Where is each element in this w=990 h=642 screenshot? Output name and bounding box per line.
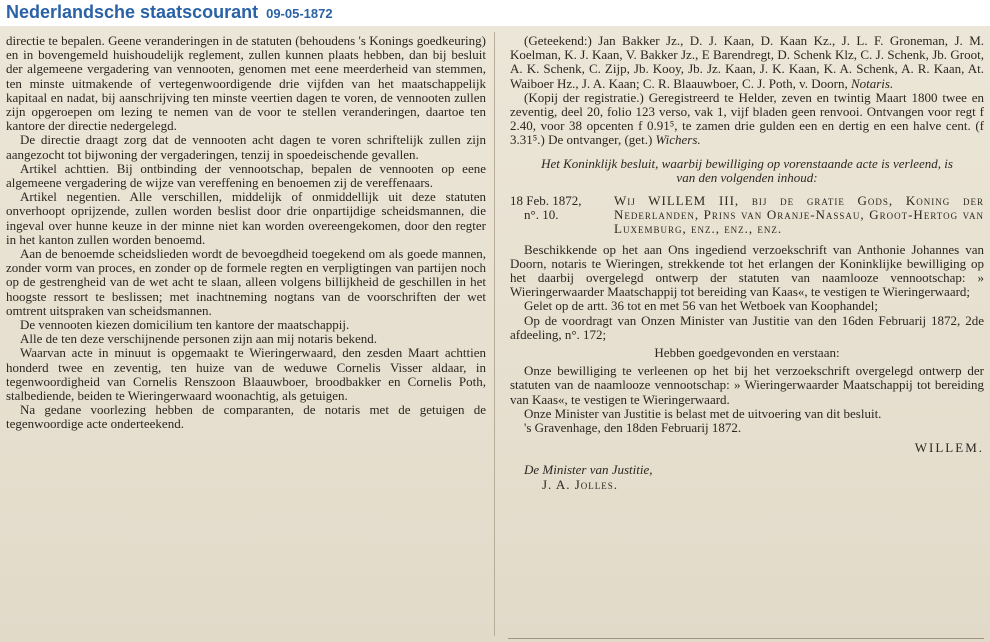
registration-paragraph bbox=[510, 91, 984, 148]
minister-name: J. A. Jolles. bbox=[542, 476, 619, 492]
paragraph: Gelet op de artt. 36 tot en met 56 van het Wetboek van Koophandel; bbox=[524, 298, 878, 314]
paragraph: Aan de benoemde scheidslieden wordt de bevoegdheid toegekend om als goede mannen, zonder vorm van proces, en zonder op de formele regten en verpligtingen van partijen noch op de gestrengheid van de wet acht te slaan, alleen volgens billijkheid de geschillen in het hoogste ressort te beslissen; met inachtneming nogtans van de voorschriften der wet omtrent uitspraken van scheidsmannen. bbox=[6, 246, 486, 318]
paragraph: 's Gravenhage, den 18den Februarij 1872. bbox=[524, 420, 742, 436]
paragraph: Na gedane voorlezing hebben de comparanten, de notaris met de getuigen de tegenwoordige acte onderteekend. bbox=[6, 402, 486, 432]
minister-title: De Minister van Justitie, bbox=[524, 462, 653, 478]
page-header bbox=[0, 0, 990, 26]
paragraph: Hebben goedgevonden en verstaan: bbox=[654, 345, 840, 361]
column-divider bbox=[494, 32, 495, 636]
notaris-label: Notaris. bbox=[850, 75, 894, 91]
paragraph: De directie draagt zorg dat de vennooten acht dagen te voren schriftelijk zullen zijn aangezocht tot bijwoning der vergaderingen, tenzij in spoedeischende gevallen. bbox=[6, 132, 486, 162]
decree-number: n°. 10. bbox=[524, 207, 559, 223]
paragraph: Onze Minister van Justitie is belast met de uitvoering van dit besluit. bbox=[524, 405, 882, 421]
paragraph: Artikel negentien. Alle verschillen, middelijk of onmiddellijk uit deze statuten onverhoopt oprijzende, zullen worden beslist door drie onpartijdige scheidsmannen, die ingeval over hunne keuze in der minne niet kan worden overeengekomen, door den regter in het kanton zullen worden benoemd. bbox=[6, 189, 486, 247]
newspaper-scan bbox=[0, 26, 990, 642]
paragraph: Onze bewilliging te verleenen op het bij het verzoekschrift overgelegd ontwerp der statuten van de naamlooze vennootschap: » Wieringerwaarder Maatschappij tot bereiding van Kaas«, te vestigen te Wieringerwaard. bbox=[510, 363, 984, 407]
registration-text: (Kopij der registratie.) Geregistreerd te Helder, zeven en twintig Maart 1800 twee en zeventig, deel 20, folio 123 verso, vak 1, vijf bladen geen renvooi. Ontvangen voor regt f 2.40, voor 38 opcenten f 0.91⁵, te zamen drie gulden een en dertig en een halve cent. (f 3.31⁵.) De ontvanger, (get.) bbox=[510, 89, 984, 148]
right-column bbox=[510, 34, 984, 492]
royal-decree-heading: Het Koninklijk besluit, waarbij bewilliging op vorenstaande acte is verleend, is van den volgenden inhoud: bbox=[541, 155, 953, 185]
royal-signature: WILLEM. bbox=[914, 440, 984, 456]
issue-date: 09-05-1872 bbox=[266, 6, 333, 21]
decree-ref bbox=[510, 194, 602, 237]
decree-title: Wij WILLEM III, bij de gratie Gods, Koning der Nederlanden, Prins van Oranje-Nassau, Groot-Hertog van Luxemburg, enz., enz., enz. bbox=[614, 193, 984, 237]
paragraph: Op de voordragt van Onzen Minister van Justitie van den 16den Februarij 1872, 2de afdeeling, n°. 172; bbox=[510, 312, 984, 342]
registration-receiver: Wichers. bbox=[655, 132, 701, 148]
decree-date: 18 Feb. 1872, bbox=[510, 193, 582, 209]
paragraph: Beschikkende op het aan Ons ingediend verzoekschrift van Anthonie Johannes van Doorn, notaris te Wieringen, strekkende tot het erlangen der Koninklijke bewilliging op het daarbij overgelegd ontwerp der statuten van naamlooze vennootschap: » Wieringerwaarder Maatschappij tot bereiding van Kaas«, te vestigen te Wieringerwaard; bbox=[510, 241, 984, 300]
bottom-rule bbox=[508, 638, 984, 639]
left-column bbox=[6, 34, 486, 432]
paragraph: Alle de ten deze verschijnende personen zijn aan mij notaris bekend. bbox=[20, 331, 378, 347]
signatories bbox=[510, 34, 984, 91]
decree-header bbox=[510, 194, 984, 237]
paragraph: De vennooten kiezen domicilium ten kantore der maatschappij. bbox=[20, 317, 350, 333]
signatories-text: (Geteekend:) Jan Bakker Jz., D. J. Kaan, D. Kaan Kz., J. L. F. Groneman, J. M. Koelman, K. J. Kaan, V. Bakker Jz., E Barendregt, D. Schenk Klz, C. J. Schenk, Jb. Groot, A. K. Schenk, C. Zijp, Jb. Kooy, Jb. Jz. Kaan, J. K. Kaan, K. A. Schenk, A. R. Kaan, At. Waiboer Hz., J. A. Kaan; C. R. Blaauwboer, C. J. Poth, v. Doorn, bbox=[510, 33, 984, 91]
paragraph: Waarvan acte in minuut is opgemaakt te Wieringerwaard, den zesden Maart achttien honderd twee en zeventig, ten huize van de weduwe Cornelis Visser aldaar, in tegenwoordigheid van Cornelis Renszoon Blaauwboer, broodbakker en Cornelis Poth, stalbediende, beiden te Wieringerwaard woonachtig, als getuigen. bbox=[6, 345, 486, 404]
newspaper-title[interactable]: Nederlandsche staatscourant bbox=[6, 2, 259, 22]
paragraph: Artikel achttien. Bij ontbinding der vennootschap, bepalen de vennooten op eene algemeene vergadering de wijze van vereffening en benoemen zij de vereffenaars. bbox=[6, 160, 486, 191]
paragraph: directie te bepalen. Geene veranderingen in de statuten (behoudens 's Konings goedkeuring) en in bovengemeld huishoudelijk reglement, zullen kunnen plaats hebben, dan bij besluit der algemeene vergadering van vennooten, genomen met eene meerderheid van stemmen, ten minste uitmakende of vertegenwoordigende drie vijfden van het maatschappelijk kapitaal en nadat, bij aanschrijving ten minste veertien dagen te voren, de vennooten zullen zijn opgeroepen om lezing te nemen van de voor te stellen veranderingen, daartoe ten kantore der directie nedergelegd. bbox=[6, 33, 486, 134]
